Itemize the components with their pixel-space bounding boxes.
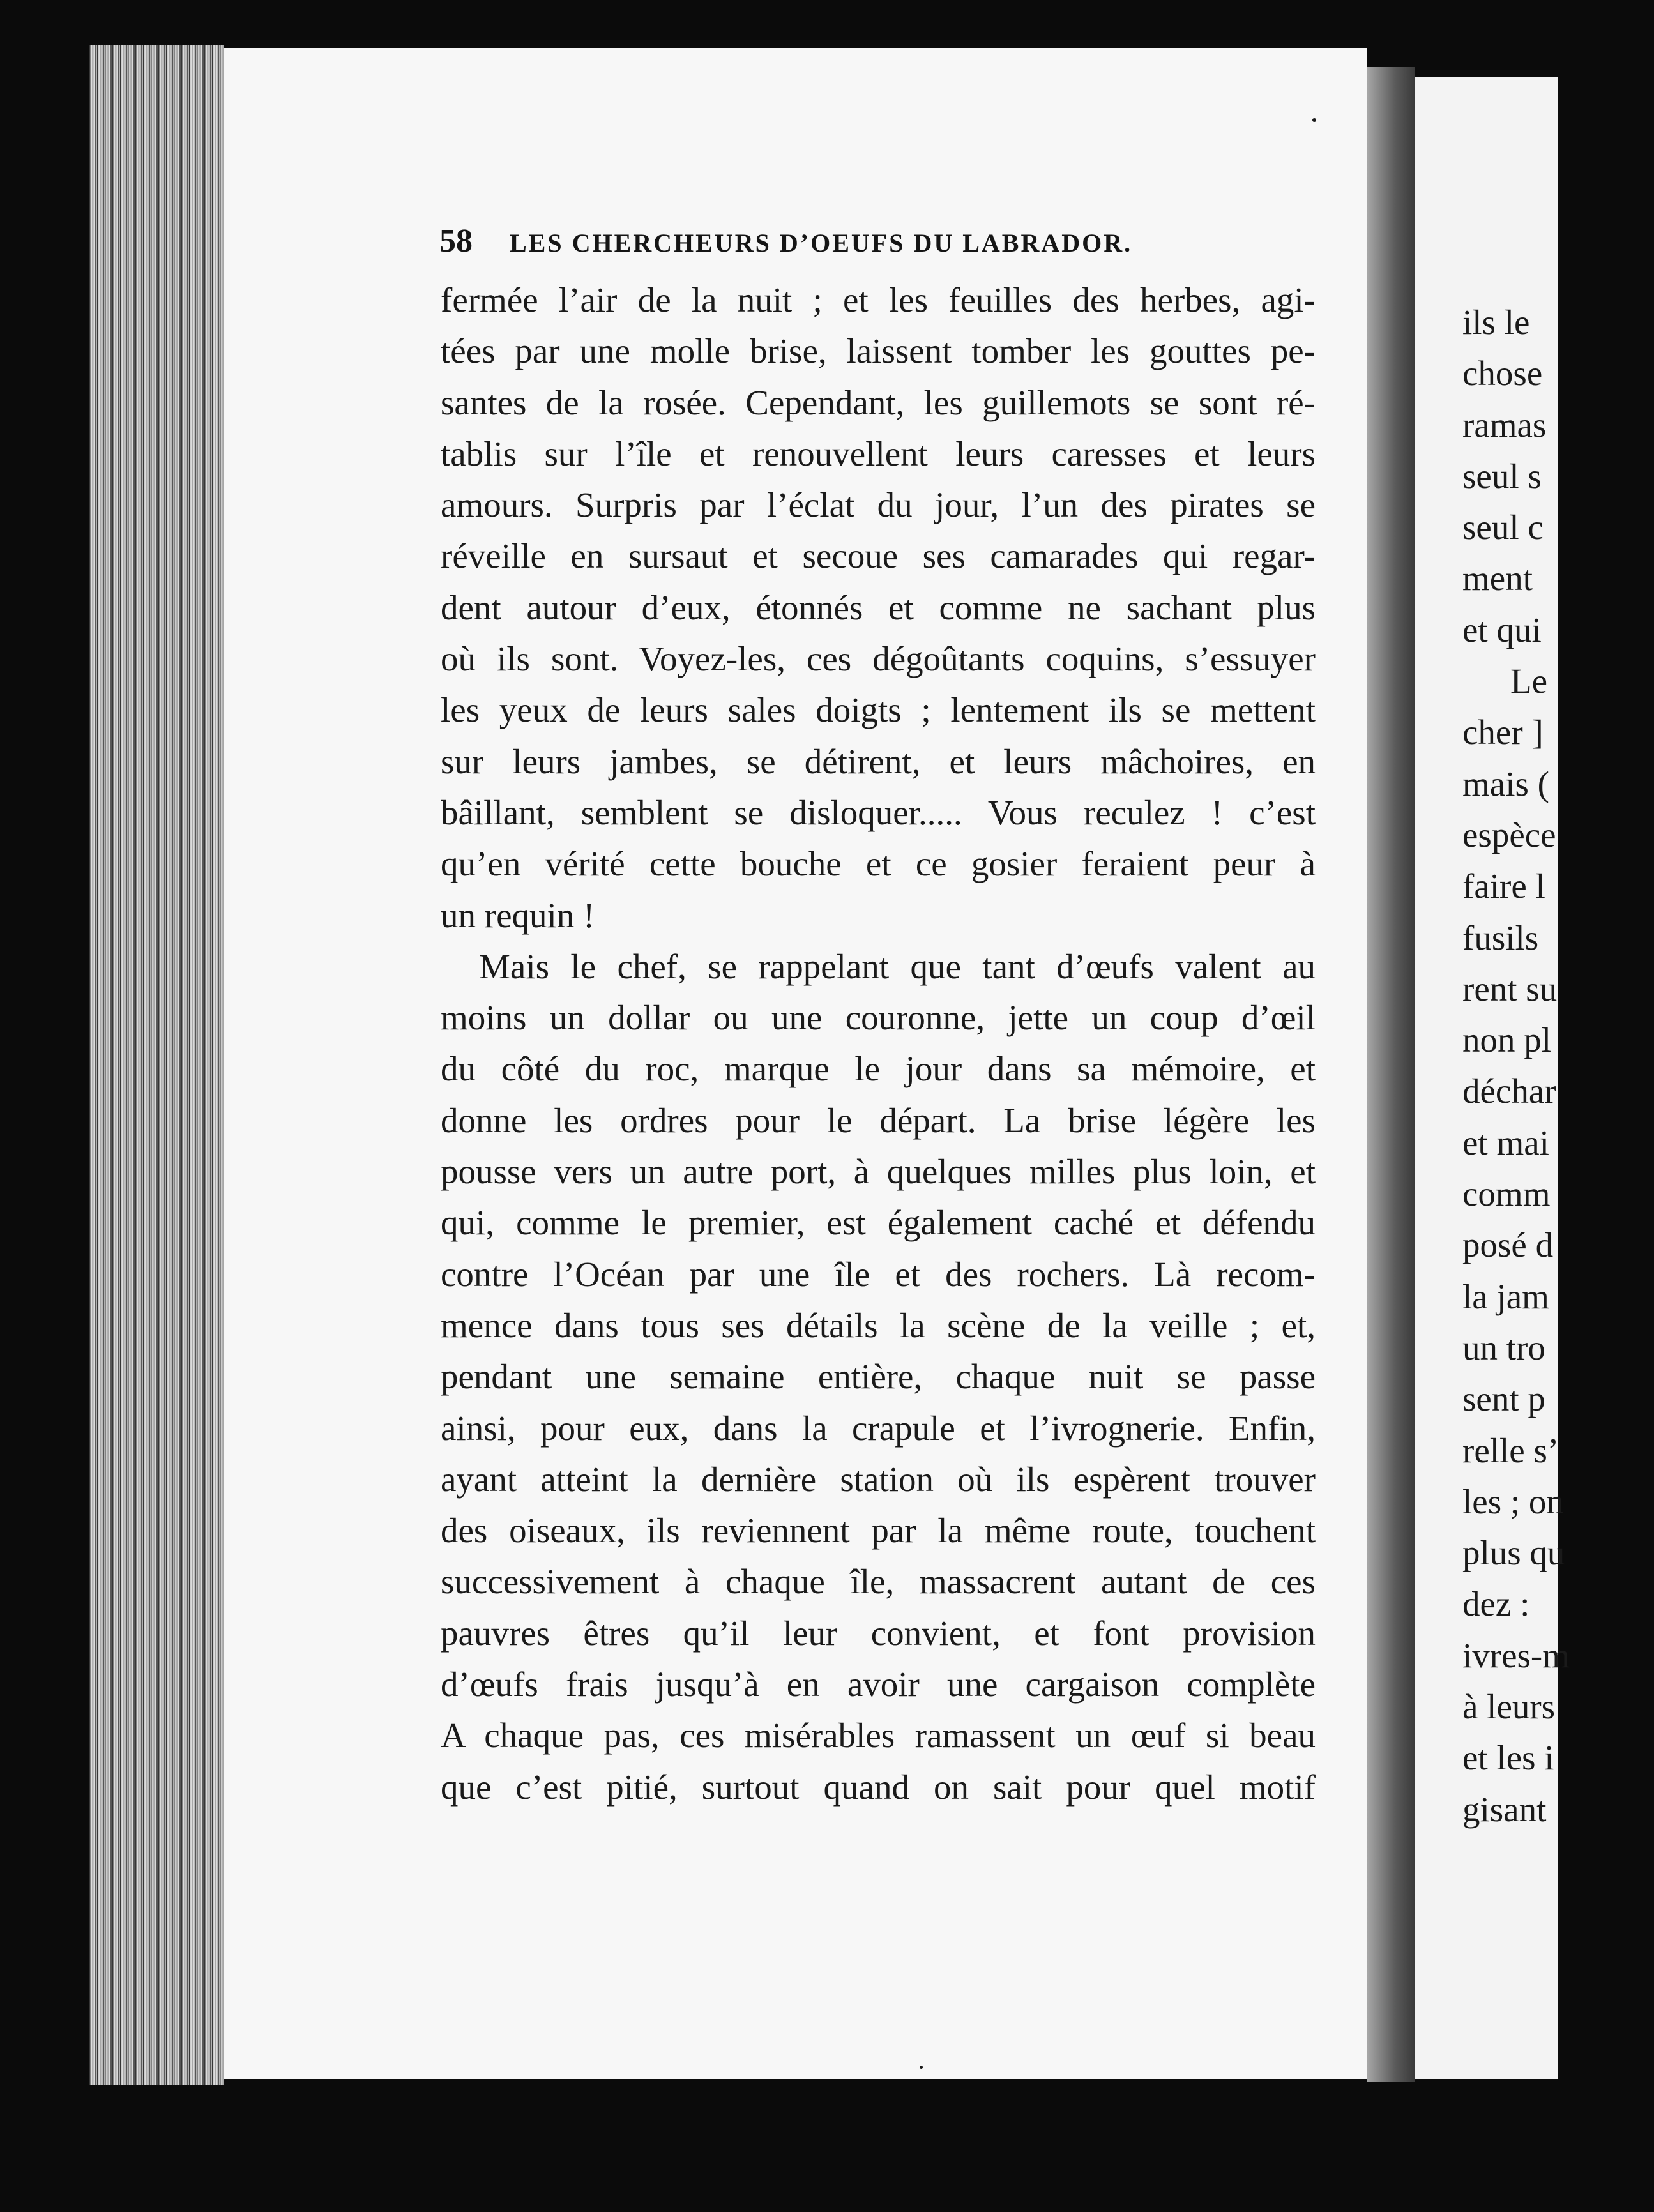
text-line: Le <box>1510 662 1548 701</box>
text-line: les yeux de leurs sales doigts ; lentement ils se mettent <box>441 690 1316 730</box>
text-line: et qui <box>1462 610 1542 649</box>
text-line: à leurs <box>1462 1687 1556 1727</box>
page-edges-stack <box>89 45 224 2085</box>
text-line: espèce <box>1462 815 1556 854</box>
text-line: des oiseaux, ils reviennent par la même route, touchent <box>441 1511 1316 1550</box>
text-line: seul s <box>1462 456 1542 496</box>
text-line: tablis sur l’île et renouvellent leurs caresses et leurs <box>441 434 1316 473</box>
speck <box>1312 118 1316 122</box>
text-line: ainsi, pour eux, dans la crapule et l’ivrognerie. Enfin, <box>441 1408 1316 1448</box>
text-line: d’œufs frais jusqu’à en avoir une cargaison complète <box>441 1665 1316 1704</box>
text-line: un tro <box>1462 1328 1545 1367</box>
text-line: pendant une semaine entière, chaque nuit se passe <box>441 1357 1316 1397</box>
text-line: Mais le chef, se rappelant que tant d’œufs valent au <box>479 946 1316 986</box>
text-line: plus qu <box>1462 1533 1565 1573</box>
text-line: ils le <box>1462 303 1530 342</box>
text-line: posé d <box>1462 1225 1554 1265</box>
text-line: seul c <box>1462 508 1544 547</box>
text-line: amours. Surpris par l’éclat du jour, l’un des pirates se <box>441 485 1316 525</box>
text-line: la jam <box>1462 1276 1549 1316</box>
text-line: pousse vers un autre port, à quelques milles plus loin, et <box>441 1152 1316 1192</box>
text-line: qu’en vérité cette bouche et ce gosier feraient peur à <box>441 844 1316 884</box>
text-line: mais ( <box>1462 764 1549 803</box>
text-line: fusils <box>1462 918 1539 957</box>
running-head-title: LES CHERCHEURS D’OEUFS DU LABRADOR. <box>510 229 1133 257</box>
text-line: moins un dollar ou une couronne, jette un coup d’œil <box>441 998 1316 1038</box>
text-line: réveille en sursaut et secoue ses camarades qui regar- <box>441 536 1316 576</box>
text-line: rent su <box>1462 969 1558 1008</box>
text-line: ment <box>1462 559 1533 598</box>
text-line: les ; on <box>1462 1481 1564 1521</box>
speck <box>920 2066 923 2069</box>
text-line: mence dans tous ses détails la scène de la veille ; et, <box>441 1305 1316 1345</box>
text-line: dez : <box>1462 1584 1530 1624</box>
text-line: que c’est pitié, surtout quand on sait pour quel motif <box>441 1767 1316 1807</box>
text-line: comm <box>1462 1174 1551 1214</box>
text-line: gisant <box>1462 1789 1547 1829</box>
text-line: du côté du roc, marque le jour dans sa mémoire, et <box>441 1049 1316 1089</box>
text-line: sent p <box>1462 1379 1545 1419</box>
page-number: 58 <box>439 223 473 259</box>
text-line: où ils sont. Voyez-les, ces dégoûtants coquins, s’essuyer <box>441 639 1316 679</box>
text-line: ramas <box>1462 405 1547 444</box>
text-line: un requin ! <box>441 895 595 935</box>
text-line: et mai <box>1462 1123 1549 1162</box>
left-page-body-text <box>441 275 1316 1813</box>
text-line: A chaque pas, ces misérables ramassent un œuf si beau <box>441 1716 1316 1755</box>
text-line: santes de la rosée. Cependant, les guillemots se sont ré- <box>441 383 1316 422</box>
text-line: sur leurs jambes, se détirent, et leurs mâchoires, en <box>441 741 1316 781</box>
text-line: faire l <box>1462 867 1545 906</box>
text-line: donne les ordres pour le départ. La brise légère les <box>441 1100 1316 1140</box>
text-line: pauvres êtres qu’il leur convient, et font provision <box>441 1613 1316 1653</box>
text-line: fermée l’air de la nuit ; et les feuilles des herbes, agi- <box>441 280 1316 319</box>
text-line: dent autour d’eux, étonnés et comme ne sachant plus <box>441 587 1316 627</box>
gutter-shadow <box>1367 67 1415 2082</box>
text-line: chose <box>1462 354 1543 393</box>
text-line: qui, comme le premier, est également caché et défendu <box>441 1203 1316 1243</box>
text-line: cher ] <box>1462 713 1544 752</box>
text-line: déchar <box>1462 1072 1556 1111</box>
text-line: tées par une molle brise, laissent tomber les gouttes pe- <box>441 331 1316 371</box>
right-page-partial-text <box>1462 297 1654 1835</box>
text-line: et les i <box>1462 1738 1554 1778</box>
text-line: bâillant, semblent se disloquer..... Vous reculez ! c’est <box>441 792 1316 832</box>
text-line: non pl <box>1462 1020 1552 1060</box>
text-line: contre l’Océan par une île et des rochers. Là recom- <box>441 1254 1316 1294</box>
text-line: ayant atteint la dernière station où ils espèrent trouver <box>441 1459 1316 1499</box>
text-line: ivres-m <box>1462 1635 1570 1675</box>
text-line: relle s’ <box>1462 1430 1559 1470</box>
text-line: successivement à chaque île, massacrent autant de ces <box>441 1562 1316 1602</box>
running-header <box>439 222 1321 273</box>
